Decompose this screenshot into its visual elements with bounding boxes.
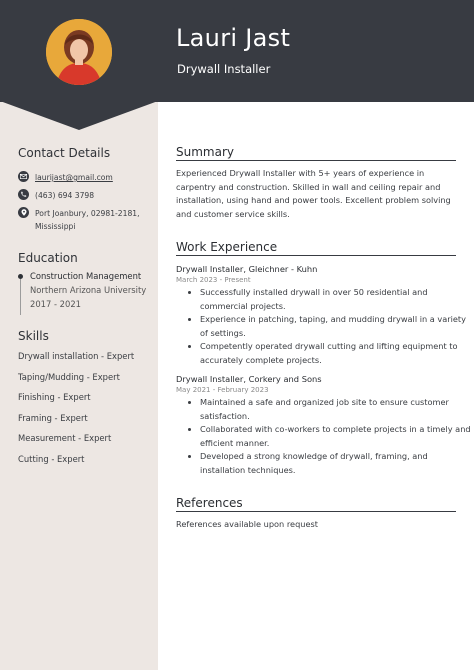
job-bullet: • Maintained a safe and organized job site to ensure customer satisfaction. xyxy=(200,396,472,423)
location-pin-icon xyxy=(18,207,29,218)
contact-address xyxy=(18,207,140,233)
job-dates: March 2023 - Present xyxy=(176,276,251,284)
summary-heading: Summary xyxy=(176,145,456,161)
phone-icon xyxy=(18,189,29,200)
job-dates: May 2021 - February 2023 xyxy=(176,386,269,394)
contact-phone xyxy=(18,189,94,202)
profile-photo xyxy=(46,19,112,85)
candidate-name: Lauri Jast xyxy=(176,24,291,52)
job-bullet: • Collaborated with co-workers to complete projects in a timely and efficient manner. xyxy=(200,423,472,450)
skills-heading: Skills xyxy=(18,329,49,343)
summary-text: Experienced Drywall Installer with 5+ years of experience in carpentry and construction. Skilled in wall and ceiling repair and installation, using hand and power tools. Excellent problem solving and customer service skills. xyxy=(176,168,451,219)
job-bullet-list xyxy=(186,286,472,367)
skill-item: Taping/Mudding - Expert xyxy=(18,372,120,382)
references-heading: References xyxy=(176,496,456,512)
skill-item: Measurement - Expert xyxy=(18,433,112,443)
job-bullet: • Developed a strong knowledge of drywall, framing, and installation techniques. xyxy=(200,450,472,477)
email-text[interactable]: laurijast@gmail.com xyxy=(35,173,113,182)
education-school: Northern Arizona University xyxy=(30,285,147,295)
education-years: 2017 - 2021 xyxy=(30,299,81,309)
job-title: Drywall Installer, Corkery and Sons xyxy=(176,374,322,384)
job-bullet: • Competently operated drywall cutting and lifting equipment to accurately complete projects. xyxy=(200,340,472,367)
candidate-title: Drywall Installer xyxy=(177,62,271,76)
education-timeline-line xyxy=(20,279,21,315)
contact-heading: Contact Details xyxy=(18,146,111,160)
skill-item: Drywall installation - Expert xyxy=(18,351,135,361)
education-bullet-dot xyxy=(18,274,23,279)
email-icon xyxy=(18,171,29,182)
skill-item: Cutting - Expert xyxy=(18,454,85,464)
job-bullet-list xyxy=(186,396,472,477)
address-text xyxy=(35,207,140,233)
education-degree: Construction Management xyxy=(30,271,142,281)
work-experience-heading: Work Experience xyxy=(176,240,456,256)
job-title: Drywall Installer, Gleichner - Kuhn xyxy=(176,264,318,274)
header-notch xyxy=(0,101,158,131)
references-text: References available upon request xyxy=(176,519,318,529)
education-heading: Education xyxy=(18,251,78,265)
address-line-2: Mississippi xyxy=(35,222,76,231)
job-bullet: • Successfully installed drywall in over 50 residential and commercial projects. xyxy=(200,286,472,313)
job-bullet: • Experience in patching, taping, and mudding drywall in a variety of settings. xyxy=(200,313,472,340)
address-line-1: Port Joanbury, 02981-2181, xyxy=(35,209,140,218)
phone-text: (463) 694 3798 xyxy=(35,191,95,200)
skill-item: Framing - Expert xyxy=(18,413,88,423)
sidebar-panel xyxy=(0,102,158,670)
skill-item: Finishing - Expert xyxy=(18,392,91,402)
contact-email[interactable] xyxy=(18,171,113,184)
